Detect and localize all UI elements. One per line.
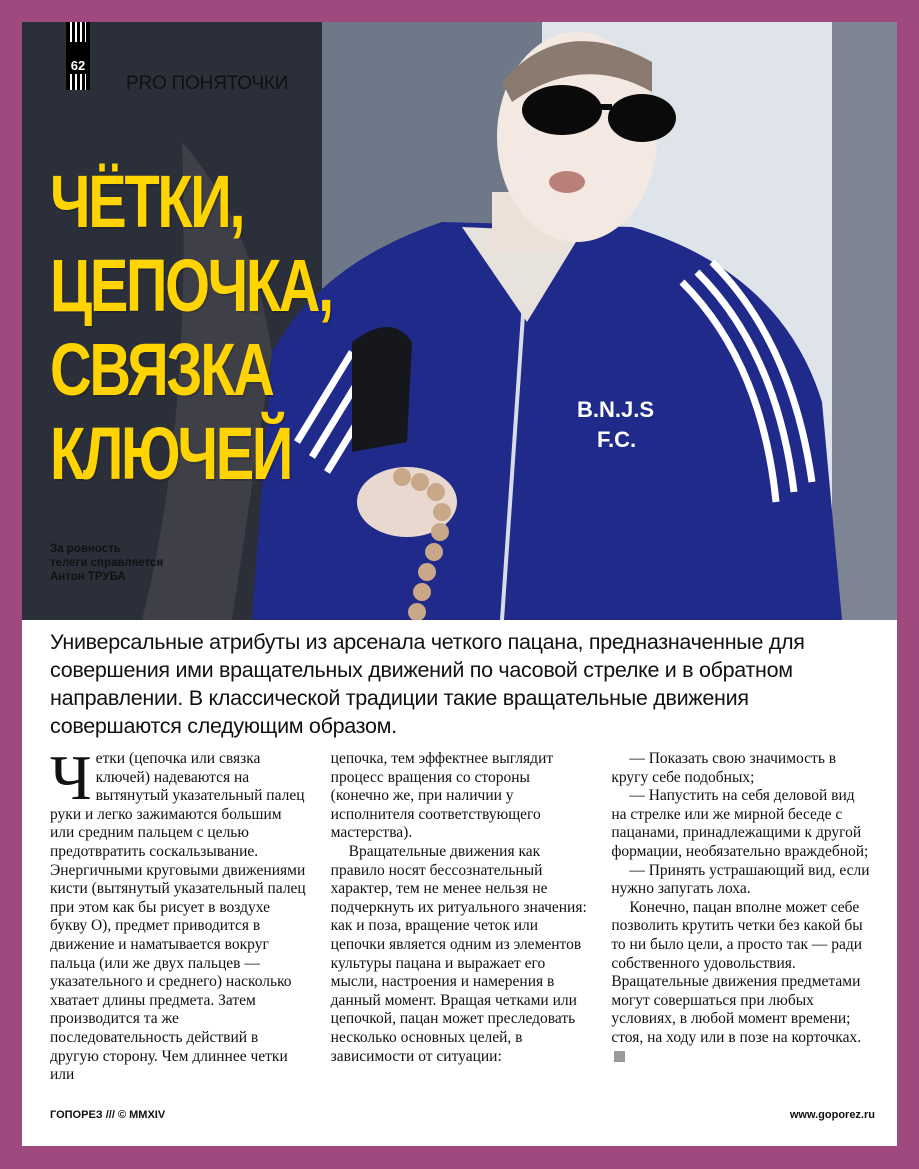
page-number-block xyxy=(66,22,90,90)
column-3-paragraph-4: Конечно, пацан вполне может себе позволить крутить четки без какой бы то ни было цели, а просто так — ради собственного удовольствия. Вращательные движения предметами могут совершаться при любых условиях, в любой момент времени; стоя, на ходу или в позе на корточках. xyxy=(611,898,863,1046)
lead-paragraph: Универсальные атрибуты из арсенала четкого пацана, предназначенные для совершения ими вращательных движений по часовой стрелке и в обратном направлении. В классической традиции такие вращательные движения совершаются следующим образом. xyxy=(50,630,805,738)
column-3 xyxy=(611,750,870,1085)
column-3-paragraph-3: — Принять устрашающий вид, если нужно запугать лоха. xyxy=(611,861,870,898)
body-columns xyxy=(50,742,870,1085)
column-3-paragraph-1: — Показать свою значимость в кругу себе подобных; xyxy=(611,750,837,786)
jacket-print-line2: F.C. xyxy=(597,427,637,452)
byline-author: Антон ТРУБА xyxy=(50,571,126,583)
magazine-page xyxy=(22,22,897,1146)
column-2-paragraph-1: цепочка, тем эффектнее выглядит процесс вращения со стороны (конечно же, при наличии у исполнителя соответствующего мастерства). xyxy=(330,750,554,842)
byline-line-2: телеги справляется xyxy=(50,557,164,569)
footer-masthead: ГОПОРЕЗ /// © MMXIV xyxy=(50,1109,166,1121)
section-title: PRO ПОНЯТОЧКИ xyxy=(126,73,289,94)
page-number-stripes-top xyxy=(70,22,86,42)
drop-cap: Ч xyxy=(50,742,92,813)
footer-website-link[interactable]: www.goporez.ru xyxy=(789,1109,875,1121)
headline-line-3: СВЯЗКА xyxy=(50,328,273,411)
column-2-paragraph-2: Вращательные движения как правило носят бессознательный характер, тем не менее нельзя не подчеркнуть их ритуального значения: как и поза, вращение четок или цепочки является одним из элементов культуры пацана и выражает его мысли, настроения и намерения в данный момент. Вращая четками или цепочкой, пацан может преследовать несколько основных целей, в зависимости от ситуации: xyxy=(330,842,587,1065)
column-2 xyxy=(331,750,590,1085)
headline-line-1: ЧЁТКИ, xyxy=(50,160,244,243)
headline-line-2: ЦЕПОЧКА, xyxy=(50,244,332,327)
column-1-paragraph-1: етки (цепочка или связка ключей) надеваются на вытянутый указательный палец руки и легко зажимаются большим или средним пальцем с целью предотвратить соскальзывание. Энергичными круговыми движениями кисти (вытянутый указательный палец при этом как бы рисует в воздухе букву О), предмет приводится в движение и наматывается вокруг пальца (или же двух пальцев — указательного и среднего) насколько хватает длины предмета. Затем производится та же последовательность действий в другую сторону. Чем длиннее четки или xyxy=(50,750,306,1084)
jacket-print-line1: B.N.J.S xyxy=(577,397,655,422)
end-mark-icon xyxy=(614,1051,625,1062)
column-1 xyxy=(50,742,309,1085)
page-number: 62 xyxy=(70,58,86,73)
headline xyxy=(50,160,332,496)
byline xyxy=(50,542,163,584)
hero-photo xyxy=(22,22,897,620)
headline-line-4: КЛЮЧЕЙ xyxy=(50,412,291,495)
column-3-paragraph-2: — Напустить на себя деловой вид на стрелке или же мирной беседе с пацанами, принадлежащими к другой формации, необязательно враждебной; xyxy=(611,787,869,860)
byline-line-1: За ровность xyxy=(50,543,121,555)
page-number-stripes-bottom xyxy=(70,74,86,90)
